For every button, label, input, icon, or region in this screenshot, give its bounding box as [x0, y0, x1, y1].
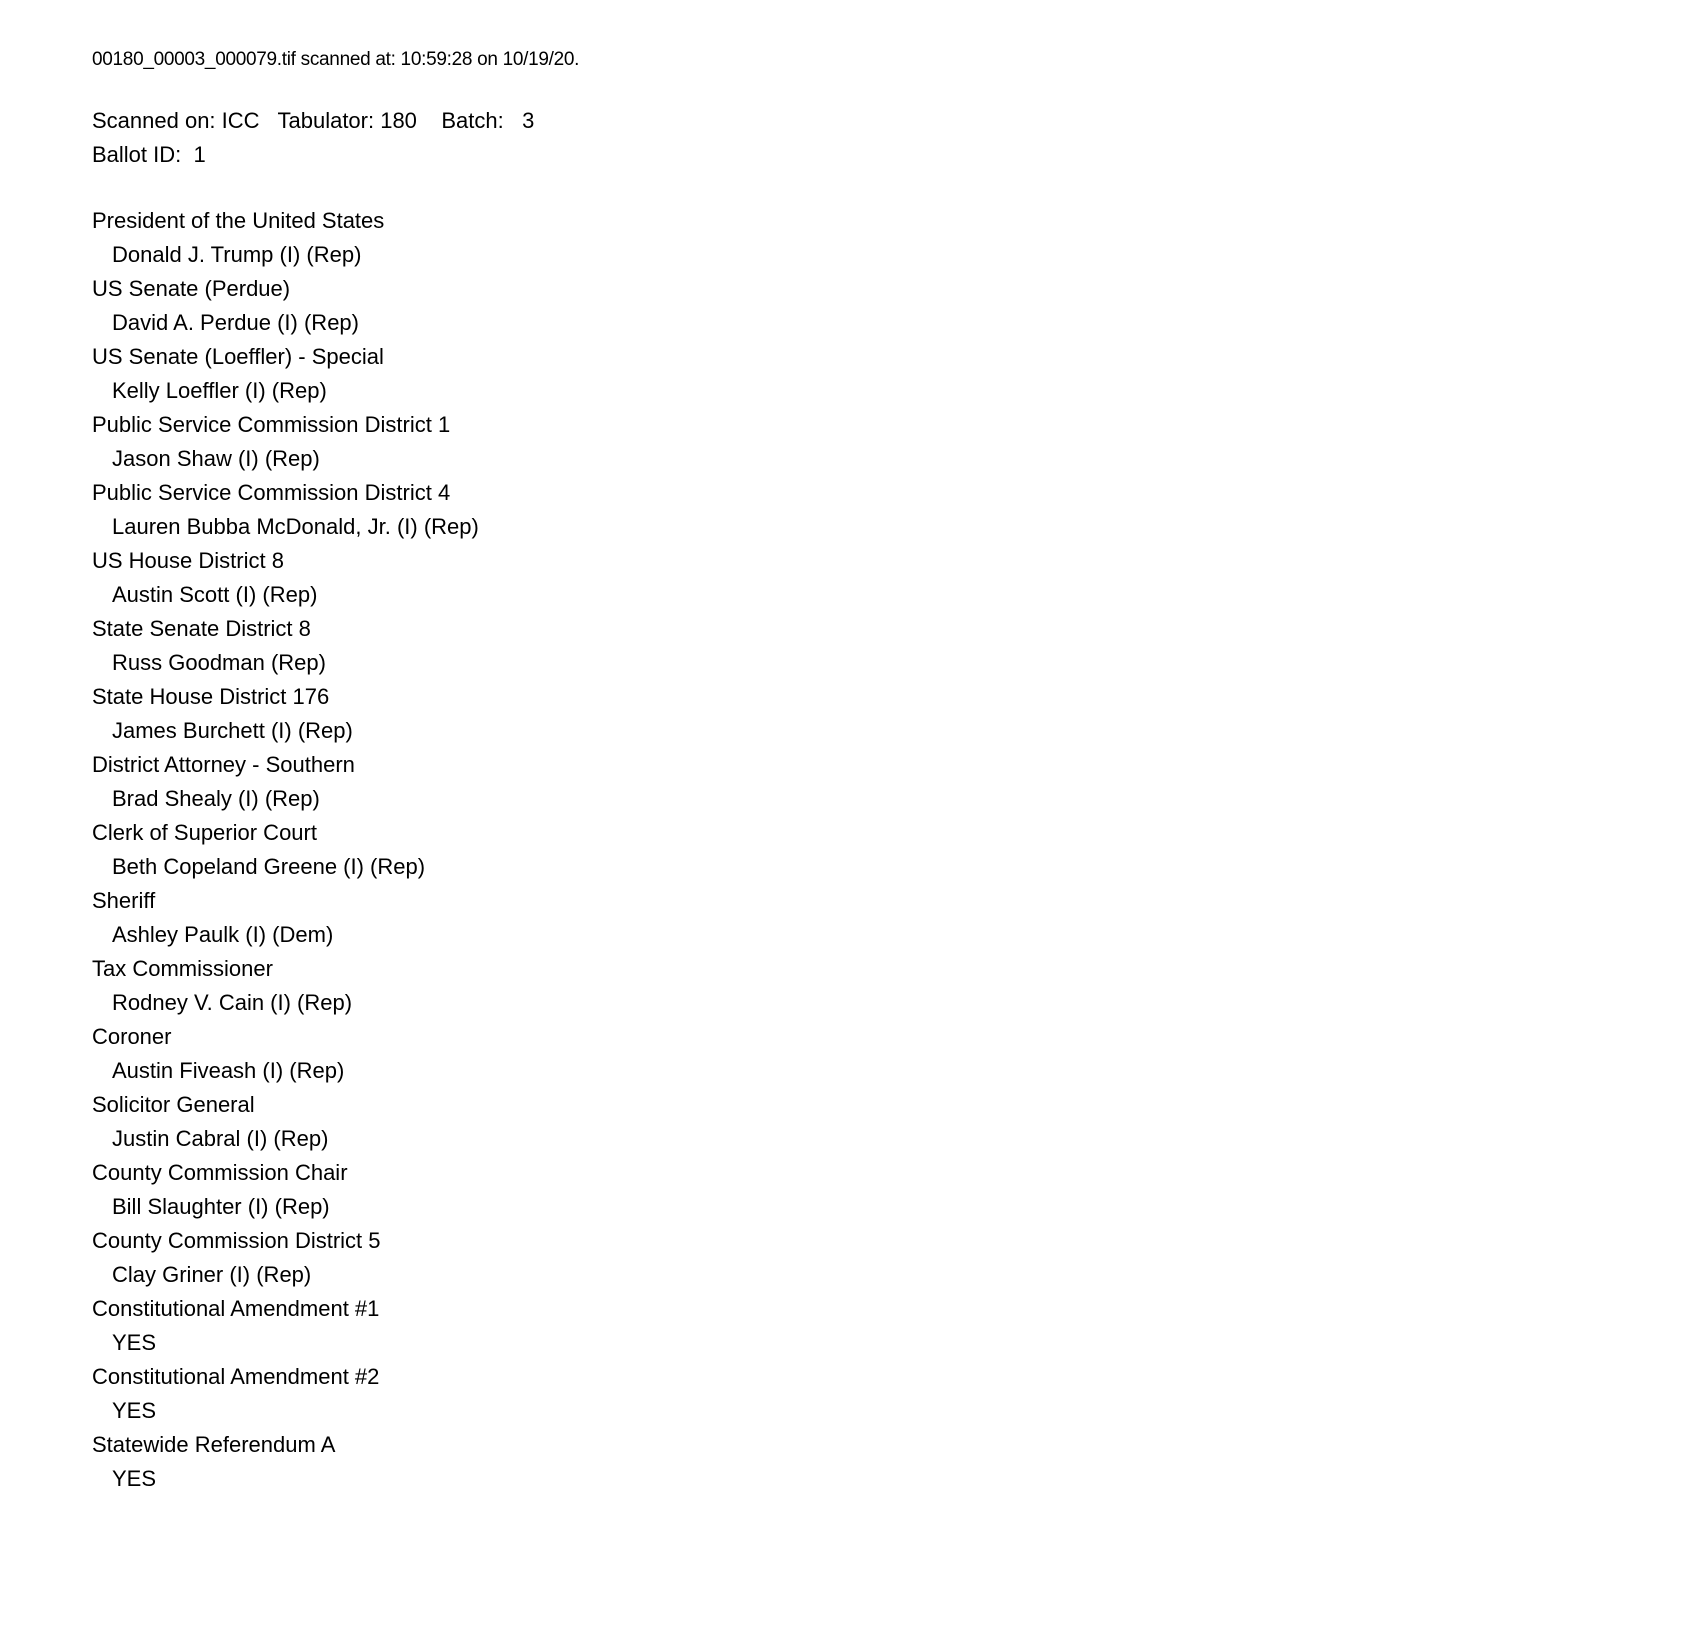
race-entry [92, 1360, 479, 1428]
race-choice: YES [112, 1466, 157, 1491]
race-choice: Austin Scott (I) (Rep) [112, 582, 318, 607]
race-choice: James Burchett (I) (Rep) [112, 718, 353, 743]
race-choice: YES [112, 1330, 157, 1355]
race-choice: Clay Griner (I) (Rep) [112, 1262, 312, 1287]
scanned-on-line: Scanned on: ICC Tabulator: 180 Batch: 3 [92, 108, 535, 133]
race-choice: Austin Fiveash (I) (Rep) [112, 1058, 345, 1083]
race-entry [92, 1088, 479, 1156]
scan-info-line: 00180_00003_000079.tif scanned at: 10:59:28 on 10/19/20. [92, 49, 580, 70]
race-title: President of the United States [92, 208, 385, 233]
ballot-id-line: Ballot ID: 1 [92, 142, 206, 167]
race-title: Clerk of Superior Court [92, 820, 317, 845]
race-choice: Brad Shealy (I) (Rep) [112, 786, 320, 811]
race-entry [92, 952, 479, 1020]
race-entry [92, 680, 479, 748]
race-title: State House District 176 [92, 684, 330, 709]
race-entry [92, 1292, 479, 1360]
race-list [92, 204, 479, 1496]
race-title: Solicitor General [92, 1092, 255, 1117]
race-title: Sheriff [92, 888, 156, 913]
race-title: Public Service Commission District 1 [92, 412, 451, 437]
race-entry [92, 612, 479, 680]
race-title: District Attorney - Southern [92, 752, 355, 777]
race-entry [92, 1156, 479, 1224]
race-title: US House District 8 [92, 548, 284, 573]
ballot-meta [92, 104, 534, 172]
race-choice: Bill Slaughter (I) (Rep) [112, 1194, 330, 1219]
race-choice: Justin Cabral (I) (Rep) [112, 1126, 329, 1151]
race-title: Coroner [92, 1024, 172, 1049]
race-entry [92, 204, 479, 272]
race-entry [92, 1020, 479, 1088]
race-choice: Beth Copeland Greene (I) (Rep) [112, 854, 426, 879]
race-choice: David A. Perdue (I) (Rep) [112, 310, 359, 335]
race-choice: Kelly Loeffler (I) (Rep) [112, 378, 327, 403]
race-entry [92, 340, 479, 408]
race-title: County Commission Chair [92, 1160, 348, 1185]
race-entry [92, 816, 479, 884]
race-entry [92, 884, 479, 952]
race-title: Constitutional Amendment #2 [92, 1364, 380, 1389]
race-choice: Jason Shaw (I) (Rep) [112, 446, 320, 471]
race-choice: YES [112, 1398, 157, 1423]
race-title: Public Service Commission District 4 [92, 480, 451, 505]
race-entry [92, 272, 479, 340]
race-choice: Russ Goodman (Rep) [112, 650, 326, 675]
race-title: Tax Commissioner [92, 956, 273, 981]
race-title: Constitutional Amendment #1 [92, 1296, 380, 1321]
race-choice: Lauren Bubba McDonald, Jr. (I) (Rep) [112, 514, 479, 539]
race-title: Statewide Referendum A [92, 1432, 336, 1457]
race-entry [92, 748, 479, 816]
race-entry [92, 476, 479, 544]
race-choice: Rodney V. Cain (I) (Rep) [112, 990, 353, 1015]
race-title: US Senate (Perdue) [92, 276, 291, 301]
race-entry [92, 1428, 479, 1496]
race-title: US Senate (Loeffler) - Special [92, 344, 384, 369]
race-title: State Senate District 8 [92, 616, 311, 641]
race-entry [92, 408, 479, 476]
race-entry [92, 544, 479, 612]
race-choice: Donald J. Trump (I) (Rep) [112, 242, 362, 267]
race-entry [92, 1224, 479, 1292]
race-title: County Commission District 5 [92, 1228, 381, 1253]
race-choice: Ashley Paulk (I) (Dem) [112, 922, 334, 947]
